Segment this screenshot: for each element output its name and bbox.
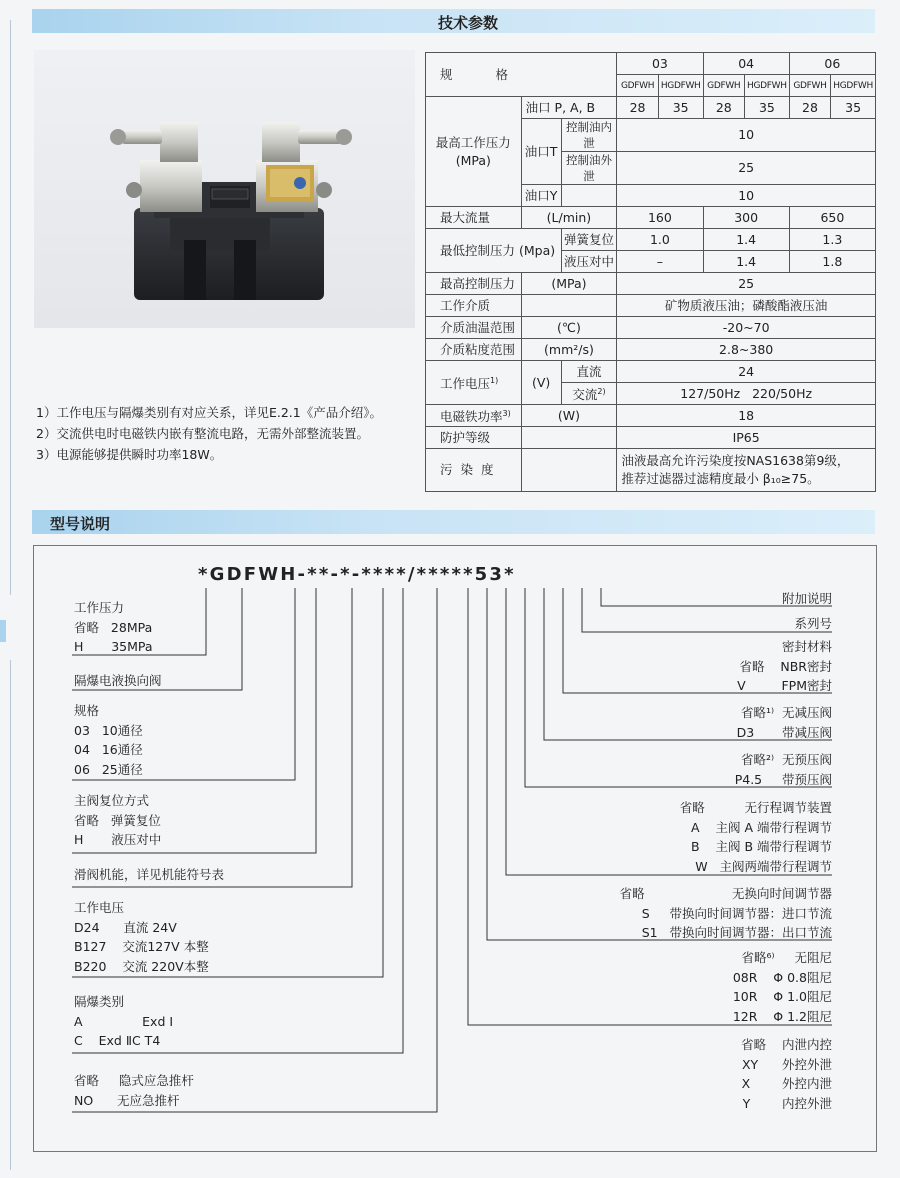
variant-cell: GDFWH xyxy=(617,75,659,97)
min-ctrl-label: 最低控制压力 (Mpa) xyxy=(426,229,562,273)
variant-cell: GDFWH xyxy=(703,75,745,97)
max-pressure-label: 最高工作压力 (MPa) xyxy=(426,97,522,207)
power-label: 电磁铁功率$^{3)}$ xyxy=(426,405,522,427)
power-value: 18 xyxy=(617,405,876,427)
spring-value: 1.0 xyxy=(617,229,703,251)
port-pab-label: 油口 P, A, B xyxy=(521,97,617,119)
label-spool-function: 滑阀机能，详见机能符号表 xyxy=(74,867,225,882)
protect-label: 防护等级 xyxy=(426,427,522,449)
temp-label: 介质油温范围 xyxy=(426,317,522,339)
label-series-no: 系列号 xyxy=(794,616,832,631)
port-pab-value: 35 xyxy=(658,97,703,119)
label-valve-type: 隔爆电液换向阀 xyxy=(74,673,162,688)
port-pab-value: 28 xyxy=(789,97,831,119)
protect-value: IP65 xyxy=(617,427,876,449)
hydraulic-value: 1.4 xyxy=(703,251,789,273)
label-explosion-class: 隔爆类别 A Exd Ⅰ C Exd ⅡC T4 xyxy=(74,994,174,1049)
label-work-pressure: 工作压力 省略 28MPa H 35MPa xyxy=(74,600,153,655)
hydraulic-label: 液压对中 xyxy=(561,251,617,273)
temp-unit: (℃) xyxy=(521,317,617,339)
visc-value: 2.8~380 xyxy=(617,339,876,361)
pollution-label: 污 染 度 xyxy=(426,449,522,492)
port-t-outer-value: 25 xyxy=(617,152,876,185)
label-preload-valve: 省略²⁾ 无预压阀 P4.5 带预压阀 xyxy=(734,752,832,787)
pollution-value: 油液最高允许污染度按NAS1638第9级， 推荐过滤器过滤精度最小 β₁₀≥75。 xyxy=(617,449,876,492)
port-t-inner-value: 10 xyxy=(617,119,876,152)
label-damping: 省略⁶⁾ 无阻尼 08R Φ 0.8阻尼 10R Φ 1.0阻尼 12R Φ 1.2阻尼 xyxy=(732,950,832,1024)
max-ctrl-unit: (MPa) xyxy=(521,273,617,295)
port-t-label: 油口T xyxy=(521,119,561,185)
hydraulic-value: 1.8 xyxy=(789,251,875,273)
footnote: 1）工作电压与隔爆类别有对应关系，详见E.2.1《产品介绍》。 xyxy=(36,405,382,420)
port-y-label: 油口Y xyxy=(521,185,561,207)
max-flow-value: 300 xyxy=(703,207,789,229)
label-reset-mode: 主阀复位方式 省略 弹簧复位 H 液压对中 xyxy=(74,793,162,848)
size-04: 04 xyxy=(703,53,789,75)
specs-title: 技术参数 xyxy=(438,14,499,32)
max-flow-label: 最大流量 xyxy=(426,207,522,229)
label-emergency-push: 省略 隐式应急推杆 NO 无应急推杆 xyxy=(74,1073,194,1108)
spring-value: 1.3 xyxy=(789,229,875,251)
label-seal-material: 密封材料 省略 NBR密封 V FPM密封 xyxy=(737,639,832,694)
medium-label: 工作介质 xyxy=(426,295,522,317)
max-ctrl-value: 25 xyxy=(617,273,876,295)
variant-cell: HGDFWH xyxy=(745,75,790,97)
footnote: 2）交流供电时电磁铁内嵌有整流电路，无需外部整流装置。 xyxy=(36,426,369,441)
label-size: 规格 03 10通径 04 16通径 06 25通径 xyxy=(74,703,143,777)
max-flow-unit: (L/min) xyxy=(521,207,617,229)
power-unit: (W) xyxy=(521,405,617,427)
ac-label: 交流$^{2)}$ xyxy=(561,383,617,405)
visc-label: 介质粘度范围 xyxy=(426,339,522,361)
label-drain-control: 省略 内泄内控 XY 外控外泄 X 外控内泄 Y 内控外泄 xyxy=(741,1037,832,1111)
visc-unit: (mm²/s) xyxy=(521,339,617,361)
hydraulic-value: – xyxy=(617,251,703,273)
spring-label: 弹簧复位 xyxy=(561,229,617,251)
variant-cell: HGDFWH xyxy=(831,75,876,97)
max-flow-value: 160 xyxy=(617,207,703,229)
variant-cell: HGDFWH xyxy=(658,75,703,97)
max-flow-value: 650 xyxy=(789,207,875,229)
voltage-label: 工作电压$^{1)}$ xyxy=(426,361,522,405)
voltage-unit: (V) xyxy=(521,361,561,405)
size-03: 03 xyxy=(617,53,703,75)
port-t-outer-label: 控制油外泄 xyxy=(561,152,617,185)
spring-value: 1.4 xyxy=(703,229,789,251)
port-pab-value: 35 xyxy=(745,97,790,119)
spec-header-label: 规 格 xyxy=(426,53,617,97)
dc-value: 24 xyxy=(617,361,876,383)
size-06: 06 xyxy=(789,53,875,75)
label-switch-time: 省略 无换向时间调节器 S 带换向时间调节器：进口节流 S1 带换向时间调节器：出口节流 xyxy=(619,886,832,941)
model-code: *GDFWH-**-*-****/*****53* xyxy=(198,564,516,585)
max-ctrl-label: 最高控制压力 xyxy=(426,273,522,295)
dc-label: 直流 xyxy=(561,361,617,383)
label-voltage: 工作电压 D24 直流 24V B127 交流127V 本整 B220 交流 220V本整 xyxy=(74,900,209,974)
medium-value: 矿物质液压油；磷酸酯液压油 xyxy=(617,295,876,317)
model-title: 型号说明 xyxy=(50,515,111,533)
port-y-value: 10 xyxy=(617,185,876,207)
label-stroke-adjust: 省略 无行程调节装置 A 主阀 A 端带行程调节 B 主阀 B 端带行程调节 W 主阀两端带行程调节 xyxy=(679,800,832,874)
label-additional-note: 附加说明 xyxy=(781,591,832,606)
label-reducing-valve: 省略¹⁾ 无减压阀 D3 带减压阀 xyxy=(736,705,832,740)
port-pab-value: 28 xyxy=(617,97,659,119)
port-pab-value: 35 xyxy=(831,97,876,119)
ac-value: 127/50Hz 220/50Hz xyxy=(617,383,876,405)
port-t-inner-label: 控制油内泄 xyxy=(561,119,617,152)
variant-cell: GDFWH xyxy=(789,75,831,97)
footnote: 3）电源能够提供瞬时功率18W。 xyxy=(36,447,223,462)
temp-value: -20~70 xyxy=(617,317,876,339)
port-pab-value: 28 xyxy=(703,97,745,119)
